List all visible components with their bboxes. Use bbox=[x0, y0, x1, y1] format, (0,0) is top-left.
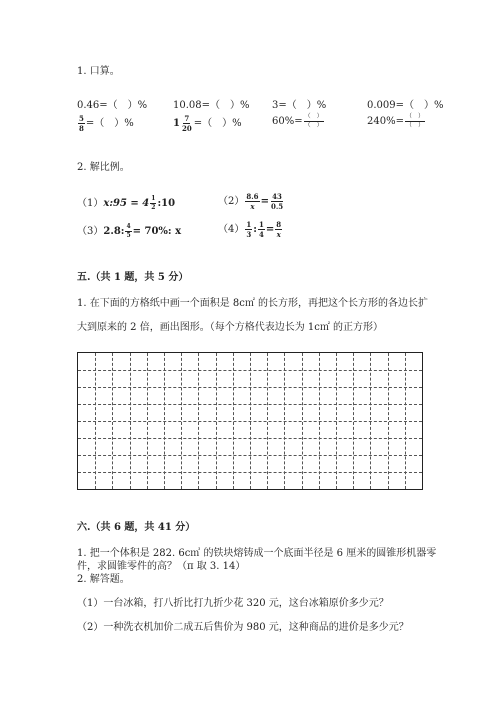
proportion-index: （3） bbox=[77, 226, 104, 237]
section5-q1-line1: 1. 在下面的方格纸中画一个面积是 8c㎡ 的长方形，再把这个长方形的各边长扩 bbox=[77, 298, 429, 309]
frac-den: 4 bbox=[258, 230, 264, 239]
grid-line-horizontal bbox=[78, 472, 422, 473]
grid-line-horizontal bbox=[78, 387, 422, 388]
frac-num: （ ） bbox=[405, 113, 424, 120]
proportion-3 bbox=[77, 222, 181, 239]
oral-calc-2: 10.08=（ ）% bbox=[173, 100, 250, 111]
section6-heading: 六.（共 6 题，共 41 分） bbox=[77, 522, 196, 533]
section1-title: 1. 口算。 bbox=[77, 66, 120, 77]
oral-calc-4: 0.009=（ ）% bbox=[367, 100, 444, 111]
grid-line-horizontal bbox=[78, 421, 422, 422]
proportion-index: （2） bbox=[218, 196, 245, 207]
oral-calc-3: 3=（ ）% bbox=[272, 100, 327, 111]
frac-num: 7 bbox=[184, 114, 190, 123]
grid-line-horizontal bbox=[78, 404, 422, 405]
frac-den: 3 bbox=[246, 230, 252, 239]
grid-line-horizontal bbox=[78, 370, 422, 371]
proportion-1-head: x:95 = 4 bbox=[103, 198, 150, 209]
square-grid-paper bbox=[77, 352, 423, 490]
frac-num: 1 bbox=[246, 220, 252, 229]
proportion-1-tail: :10 bbox=[157, 198, 176, 209]
frac-num: 1 bbox=[258, 220, 264, 229]
proportion-3-head: 2.8: bbox=[103, 226, 125, 237]
oral-calc-1: 0.46=（ ）% bbox=[77, 100, 148, 111]
frac-den: x bbox=[250, 202, 255, 211]
section6-q2-sub2: （2）一种洗衣机加价二成五后售价为 980 元，这种商品的进价是多少元？ bbox=[77, 622, 409, 633]
section6-q1-line1: 1. 把一个体积是 282. 6c㎥ 的铁块熔铸成一个底面半径是 6 厘米的圆锥形机器零 bbox=[77, 548, 437, 559]
oral-calc-6-tail: =（ ）% bbox=[193, 118, 242, 129]
proportion-index: （4） bbox=[218, 224, 245, 235]
mixed-whole: 1 bbox=[173, 118, 180, 129]
grid-line-horizontal bbox=[78, 455, 422, 456]
frac-num: 4 bbox=[126, 223, 131, 230]
frac-den: 5 bbox=[126, 232, 131, 239]
section2-title: 2. 解比例。 bbox=[77, 162, 130, 173]
section5-heading: 五.（共 1 题，共 5 分） bbox=[77, 272, 189, 283]
frac-den: x bbox=[276, 230, 281, 239]
proportion-index: （1） bbox=[77, 198, 104, 209]
frac-num: 43 bbox=[272, 192, 282, 201]
colon-sign: : bbox=[253, 224, 257, 235]
proportion-3-tail: = 70%: x bbox=[132, 226, 182, 237]
equals-sign: = bbox=[260, 196, 269, 207]
frac-den: 0.5 bbox=[270, 202, 284, 211]
oral-calc-8 bbox=[367, 114, 426, 129]
oral-calc-6 bbox=[173, 114, 242, 132]
proportion-1 bbox=[77, 194, 175, 211]
section6-q1-line2: 件，求圆锥零件的高？（π 取 3. 14） bbox=[77, 561, 246, 572]
oral-calc-5-tail: =（ ）% bbox=[85, 118, 134, 129]
proportion-2 bbox=[218, 192, 285, 210]
frac-den: 2 bbox=[151, 204, 156, 211]
oral-calc-8-head: 240%= bbox=[367, 116, 404, 127]
proportion-4 bbox=[218, 220, 283, 238]
frac-den: （ ） bbox=[304, 122, 323, 129]
frac-num: （ ） bbox=[304, 113, 323, 120]
oral-calc-7 bbox=[272, 114, 325, 129]
oral-calc-7-head: 60%= bbox=[272, 116, 303, 127]
frac-num: 8 bbox=[276, 220, 282, 229]
frac-den: 8 bbox=[79, 124, 84, 133]
section6-q2-title: 2. 解答题。 bbox=[77, 574, 130, 585]
frac-den: 20 bbox=[181, 124, 192, 133]
grid-line-horizontal bbox=[78, 438, 422, 439]
equals-sign: = bbox=[265, 224, 275, 235]
frac-den: （ ） bbox=[405, 122, 424, 129]
oral-calc-5 bbox=[77, 114, 134, 132]
frac-num: 5 bbox=[79, 114, 84, 123]
frac-num: 1 bbox=[151, 195, 156, 202]
frac-num: 8.6 bbox=[246, 192, 259, 201]
section5-q1-line2: 大到原来的 2 倍，画出图形。（每个方格代表边长为 1c㎡ 的正方形） bbox=[77, 322, 384, 333]
section6-q2-sub1: （1）一台冰箱，打八折比打九折少花 320 元，这台冰箱原价多少元？ bbox=[77, 598, 389, 609]
